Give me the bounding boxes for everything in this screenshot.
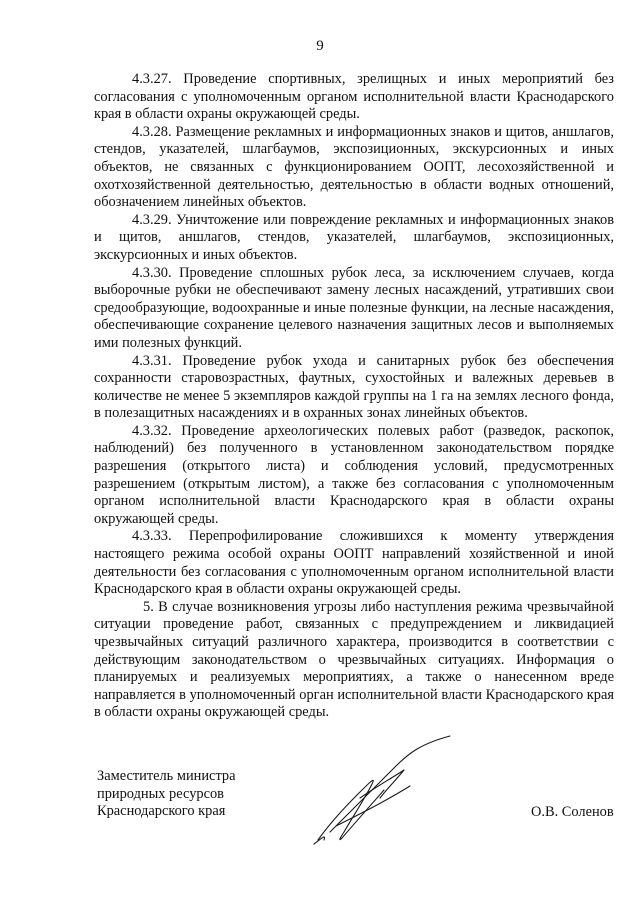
clause-4-3-29: 4.3.29. Уничтожение или повреждение рекламных и информационных знаков и щитов, аншлагов, стендов, указателей, шлагбаумов, экспозиционных, экскурсионных и иных объектов. bbox=[94, 211, 614, 263]
signer-title-line: Краснодарского края bbox=[97, 803, 226, 820]
page-number: 9 bbox=[316, 38, 324, 54]
clause-4-3-33: 4.3.33. Перепрофилирование сложившихся к моменту утверждения настоящего режима особой охраны ООПТ направлений хозяйственной и иной деятельности без согласования с уполномоченным органом исполнительной власти Краснодарского края в области охраны окружающей среды. bbox=[94, 528, 614, 598]
signer-name: О.В. Соленов bbox=[531, 804, 614, 820]
clause-4-3-31: 4.3.31. Проведение рубок ухода и санитарных рубок без обеспечения сохранности старовозрастных, фаутных, сухостойных и валежных деревьев в количестве не менее 5 экземпляров каждой группы на 1 га на землях лесного фонда, в полезащитных насаждениях и в охранных зонах линейных объектов. bbox=[94, 352, 614, 422]
handwritten-signature bbox=[300, 728, 460, 858]
signer-title-line: природных ресурсов bbox=[97, 785, 224, 802]
clause-4-3-30: 4.3.30. Проведение сплошных рубок леса, за исключением случаев, когда выборочные рубки не обеспечивают замену лесных насаждений, утративших свои средообразующие, водоохранные и иные полезные функции, на лесные насаждения, обеспечивающие сохранение целевого назначения защитных лесов и выполняемых ими полезных функций. bbox=[94, 264, 614, 351]
signer-title bbox=[97, 768, 297, 821]
clause-5: 5. В случае возникновения угрозы либо наступления режима чрезвычайной ситуации проведение работ, связанных с предупреждением и ликвидацией чрезвычайных ситуаций различного характера, производится в соответствии с действующим законодательством о чрезвычайных ситуациях. Информация о планируемых и реализуемых мероприятиях, а также о нанесенном вреде направляется в уполномоченный орган исполнительной власти Краснодарского края в области охраны окружающей среды. bbox=[94, 598, 614, 721]
document-body bbox=[94, 71, 614, 722]
clause-4-3-28: 4.3.28. Размещение рекламных и информационных знаков и щитов, аншлагов, стендов, указателей, шлагбаумов, экспозиционных, экскурсионных и иных объектов, не связанных с функционированием ООПТ, лесохозяйственной и охотхозяйственной деятельностью, деятельностью в области водных отношений, обозначением линейных объектов. bbox=[94, 123, 614, 211]
signer-title-line: Заместитель министра bbox=[97, 768, 236, 784]
clause-4-3-27: 4.3.27. Проведение спортивных, зрелищных и иных мероприятий без согласования с уполномоченным органом исполнительной власти Краснодарского края в области охраны окружающей среды. bbox=[94, 71, 614, 123]
clause-4-3-32: 4.3.32. Проведение археологических полевых работ (разведок, раскопок, наблюдений) без полученного в установленном законодательством порядке разрешения (открытого листа) и соблюдения условий, предусмотренных разрешением (открытым листом), а также без согласования с уполномоченным органом исполнительной власти Краснодарского края в области охраны окружающей среды. bbox=[94, 422, 614, 527]
